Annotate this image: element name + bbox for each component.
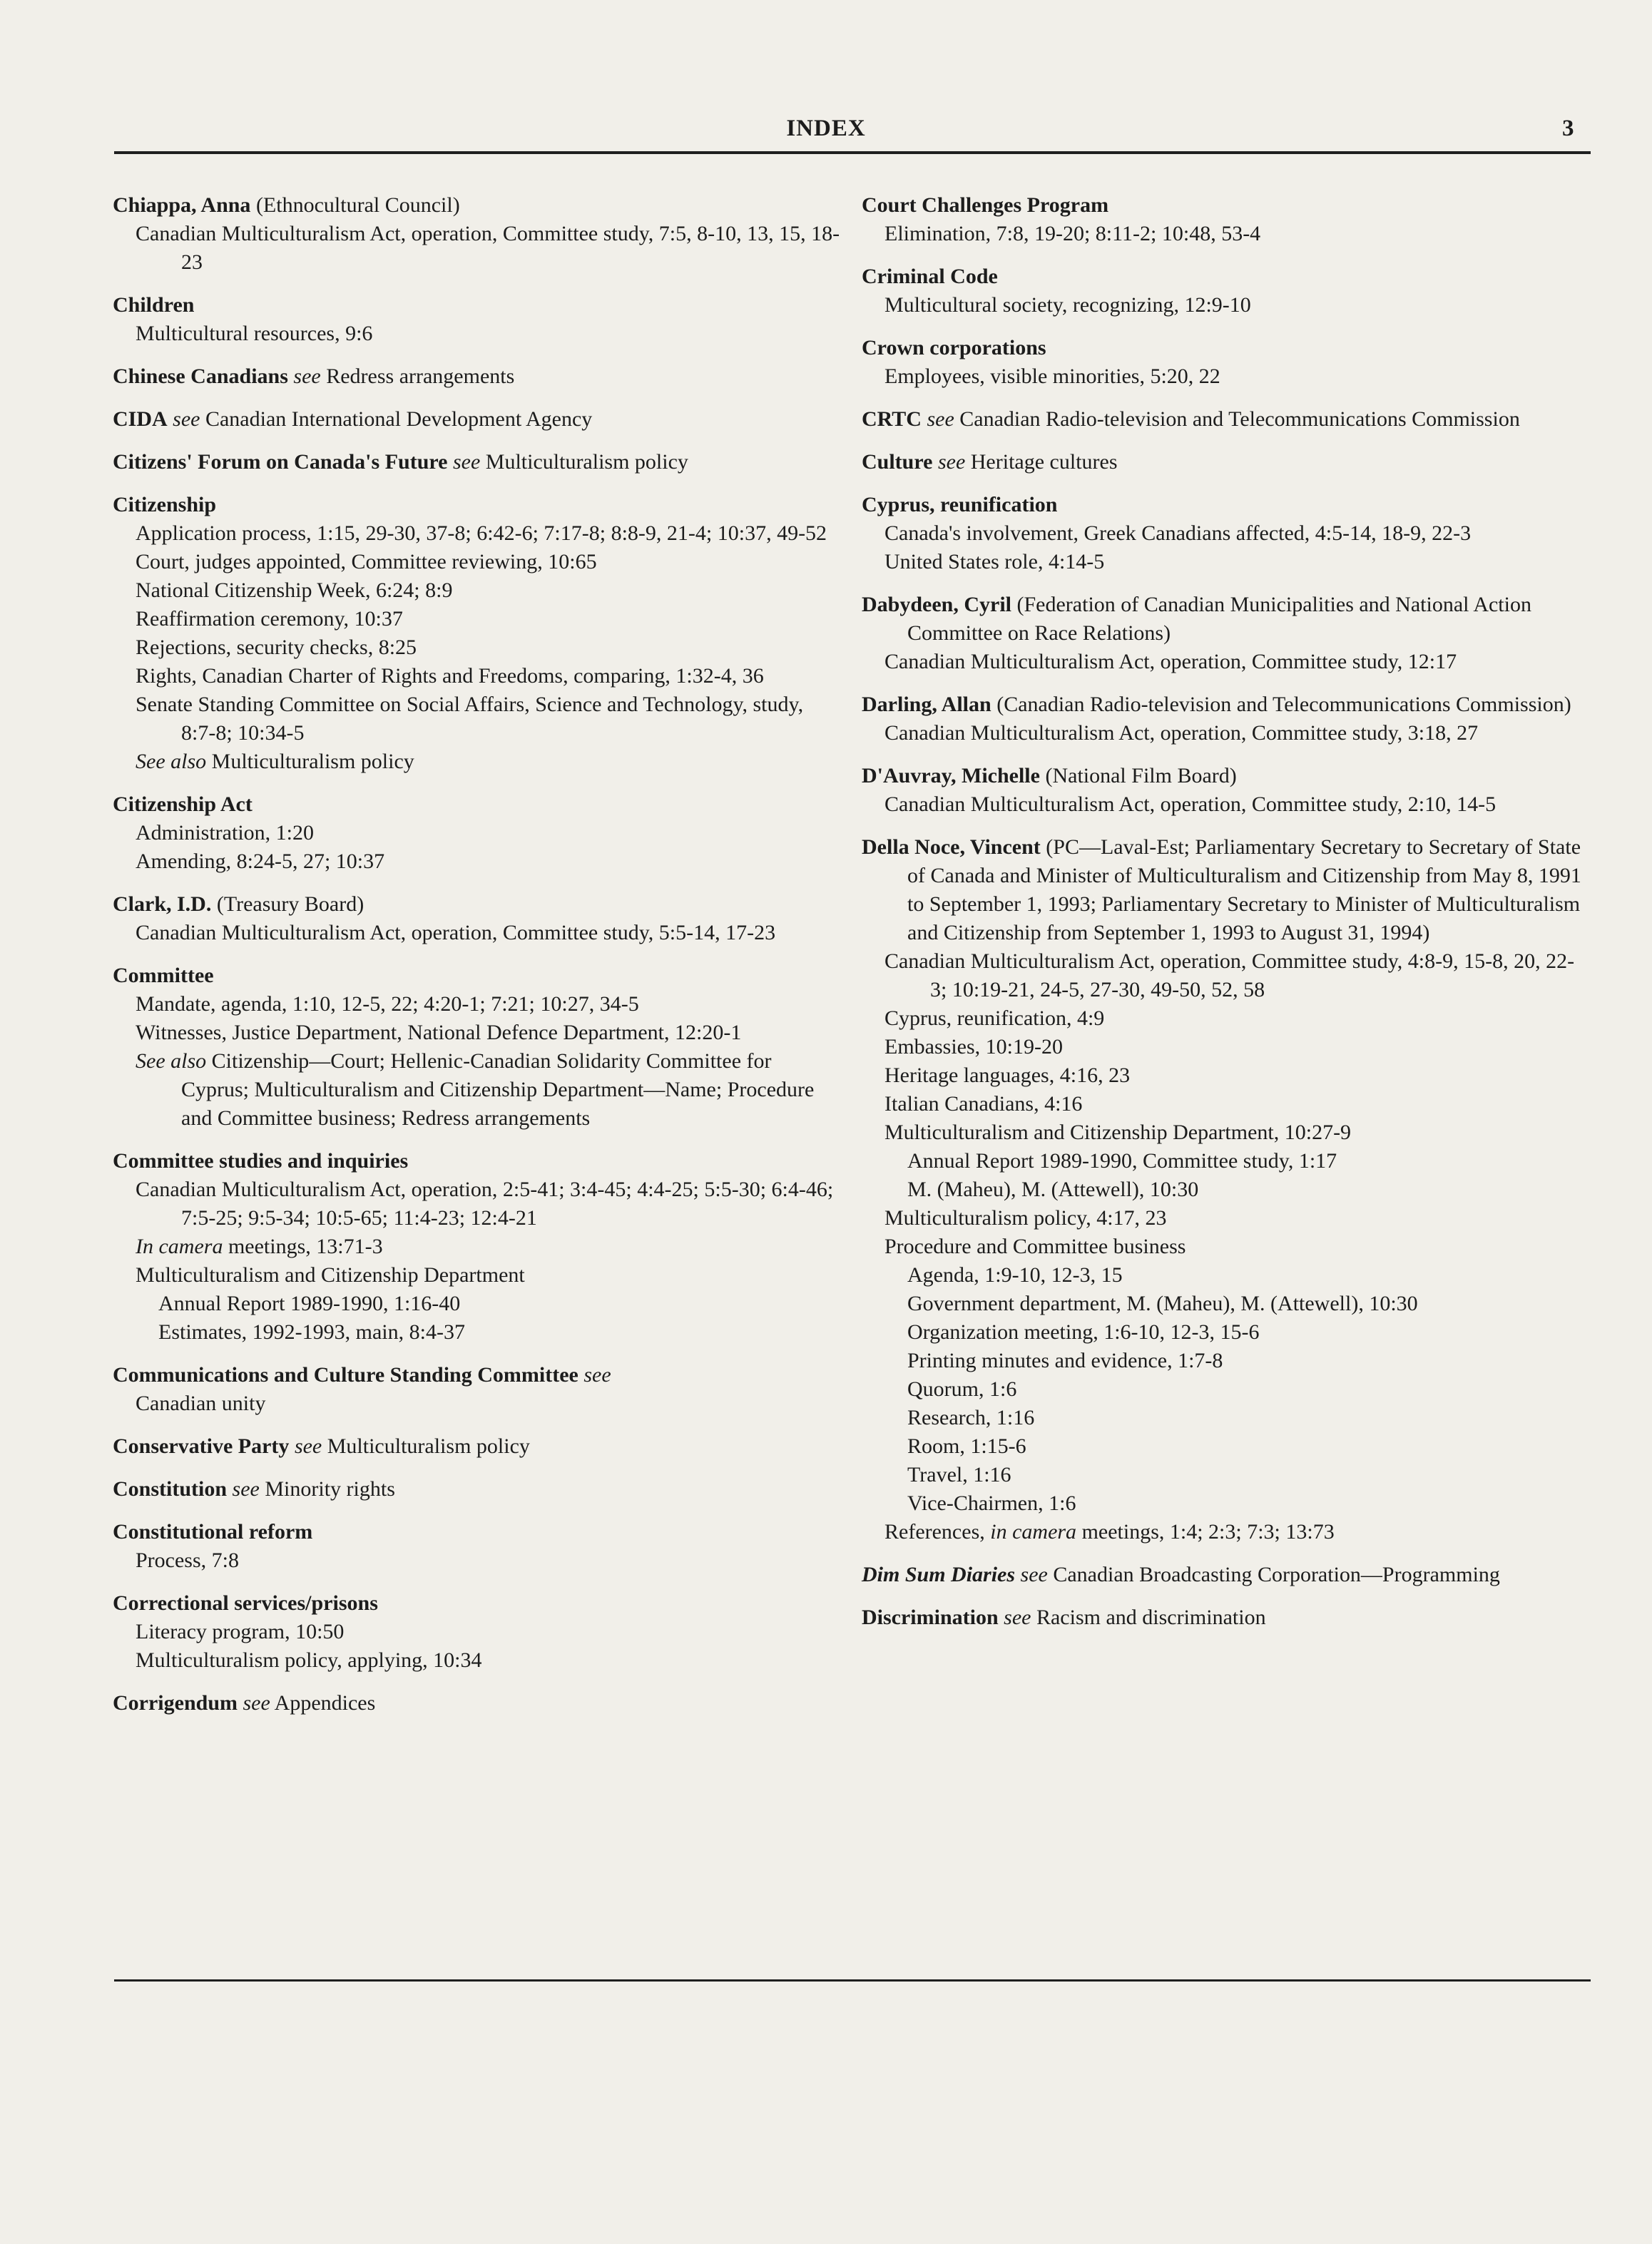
subentry-text: Elimination, 7:8, 19-20; 8:11-2; 10:48, 53-4 [884,222,1261,245]
subentry-text: Amending, 8:24-5, 27; 10:37 [136,850,385,873]
index-subentry [862,548,1586,576]
index-entry [113,962,840,1133]
entry-term: Constitutional reform [113,1520,313,1544]
index-subentry [113,320,840,348]
entry-heading [113,790,840,819]
entry-term: Committee studies and inquiries [113,1149,409,1173]
index-subentry [862,947,1586,1004]
entry-term: Conservative Party [113,1434,290,1458]
index-subentry [862,220,1586,248]
index-column-left [113,191,840,1732]
index-entry [113,890,840,947]
entry-qualifier: Minority rights [259,1477,395,1501]
entry-heading [113,1432,840,1461]
entry-term: Court Challenges Program [862,193,1109,217]
entry-heading [113,291,840,320]
subentry-text: Embassies, 10:19-20 [884,1035,1063,1059]
entry-term: Culture [862,450,933,474]
index-subentry [862,719,1586,748]
index-entry [113,1361,840,1418]
index-subentry [113,576,840,605]
entry-term: Children [113,293,195,317]
subentry-text: Annual Report 1989-1990, 1:16-40 [158,1292,461,1315]
index-entry [862,448,1586,476]
index-entry [113,405,840,434]
subentry-text: Canada's involvement, Greek Canadians affected, 4:5-14, 18-9, 22-3 [884,521,1472,545]
subentry-text: United States role, 4:14-5 [884,550,1105,573]
entry-heading [113,1147,840,1175]
entry-term: Dabydeen, Cyril [862,593,1011,616]
subentry-italic: In camera [136,1235,223,1258]
index-subentry [862,648,1586,676]
subentry-text: Witnesses, Justice Department, National Defence Department, 12:20-1 [136,1021,742,1044]
index-subentry [862,1204,1586,1233]
index-subentry [113,847,840,876]
index-entry [862,1603,1586,1632]
index-subentry [862,1033,1586,1061]
index-subsubentry [862,1461,1586,1489]
entry-term: Correctional services/prisons [113,1591,378,1615]
entry-term: D'Auvray, Michelle [862,764,1040,787]
entry-term: Constitution [113,1477,228,1501]
index-subentry [862,1090,1586,1118]
subentry-text: Multicultural resources, 9:6 [136,322,373,345]
entry-heading [113,1518,840,1546]
entry-term: Cyprus, reunification [862,493,1058,516]
entry-heading [113,191,840,220]
index-subentry [113,1019,840,1047]
subentry-italic: See also [136,1049,207,1073]
index-subentry [862,790,1586,819]
index-subentry [113,519,840,548]
index-subentry [113,633,840,662]
entry-heading [862,690,1586,719]
index-entry [113,448,840,476]
entry-qualifier: Canadian International Development Agency [200,407,593,431]
see-reference: see [287,364,321,388]
index-subentry [113,1389,840,1418]
index-subentry [113,1546,840,1575]
index-subsubentry [113,1290,840,1318]
entry-qualifier: (PC—Laval-Est; Parliamentary Secretary to Secretary of State of Canada and Minister of Multiculturalism and Citizenship from May 8, 1991 to September 1, 1993; Parliamentary Secretary to Minister of Multiculturalism and Citizenship from September 1, 1993 to August 31, 1994) [907,835,1581,944]
subentry-text: Canadian Multiculturalism Act, operation, Committee study, 4:8-9, 15-8, 20, 22-3; 10:19-21, 24-5, 27-30, 49-50, 52, 58 [884,949,1575,1001]
entry-heading [113,962,840,990]
subentry-text: National Citizenship Week, 6:24; 8:9 [136,578,453,602]
entry-term: Chiappa, Anna [113,193,251,217]
subentry-text: Multiculturalism policy [206,750,414,773]
index-entry [862,591,1586,676]
footer-rule [114,1979,1591,1982]
entry-heading [113,448,840,476]
index-subentry [113,819,840,847]
entry-heading [113,491,840,519]
index-entry [862,762,1586,819]
subentry-text: Canadian Multiculturalism Act, operation, Committee study, 3:18, 27 [884,721,1479,745]
see-reference: see [447,450,481,474]
header-rule [114,151,1591,154]
index-subentry [862,1233,1586,1261]
entry-heading [862,833,1586,947]
index-entry [862,405,1586,434]
index-entry [113,491,840,776]
entry-qualifier: Redress arrangements [320,364,515,388]
see-reference: see [932,450,966,474]
subentry-text: Multiculturalism and Citizenship Department, 10:27-9 [884,1121,1352,1144]
entry-heading [862,262,1586,291]
see-reference: see [289,1434,322,1458]
index-subsubentry [862,1261,1586,1290]
entry-heading [862,591,1586,648]
subentry-text: Government department, M. (Maheu), M. (Attewell), 10:30 [907,1292,1418,1315]
see-reference: see [238,1691,270,1715]
index-column-right [862,191,1586,1646]
entry-heading [862,1603,1586,1632]
index-subentry [113,548,840,576]
entry-qualifier: Multiculturalism policy [322,1434,530,1458]
subentry-text: Vice-Chairmen, 1:6 [907,1491,1076,1515]
index-subentry [113,1618,840,1646]
subentry-text: Canadian Multiculturalism Act, operation, Committee study, 12:17 [884,650,1457,673]
index-entry [113,1589,840,1675]
see-reference: see [998,1606,1031,1629]
subentry-text: Process, 7:8 [136,1549,239,1572]
entry-qualifier: Racism and discrimination [1031,1606,1266,1629]
subentry-text: Italian Canadians, 4:16 [884,1092,1083,1116]
subentry-text: Quorum, 1:6 [907,1377,1017,1401]
subentry-text: Court, judges appointed, Committee reviewing, 10:65 [136,550,597,573]
subentry-text: Organization meeting, 1:6-10, 12-3, 15-6 [907,1320,1260,1344]
running-header-title: INDEX [786,116,866,141]
index-subentry [113,990,840,1019]
index-entry [113,790,840,876]
entry-term: Clark, I.D. [113,892,212,916]
see-reference: see [1015,1563,1048,1586]
entry-heading [113,362,840,391]
subentry-text: Printing minutes and evidence, 1:7-8 [907,1349,1223,1372]
subentry-text: Cyprus, reunification, 4:9 [884,1006,1105,1030]
subentry-text: Employees, visible minorities, 5:20, 22 [884,364,1220,388]
index-subsubentry [862,1290,1586,1318]
entry-heading [862,1561,1586,1589]
entry-qualifier: Appendices [270,1691,376,1715]
subentry-text: Estimates, 1992-1993, main, 8:4-37 [158,1320,465,1344]
entry-term: Committee [113,964,214,987]
subentry-text: Canadian Multiculturalism Act, operation, Committee study, 2:10, 14-5 [884,792,1497,816]
entry-heading [113,1361,840,1389]
index-entry [113,291,840,348]
index-subentry [862,1118,1586,1147]
subentry-text: Application process, 1:15, 29-30, 37-8; 6:42-6; 7:17-8; 8:8-9, 21-4; 10:37, 49-52 [136,521,827,545]
subentry-text: Rights, Canadian Charter of Rights and Freedoms, comparing, 1:32-4, 36 [136,664,764,688]
page-number: 3 [1562,116,1574,141]
subentry-text: Multiculturalism and Citizenship Department [136,1263,525,1287]
index-subentry [113,748,840,776]
index-subentry [862,519,1586,548]
subentry-text: Research, 1:16 [907,1406,1035,1429]
subentry-italic: See also [136,750,207,773]
entry-term: Chinese Canadians [113,364,288,388]
entry-heading [862,762,1586,790]
entry-heading [862,334,1586,362]
subentry-text: Administration, 1:20 [136,821,314,845]
entry-qualifier: Canadian Broadcasting Corporation—Programming [1047,1563,1500,1586]
see-reference: see [167,407,200,431]
entry-term: CRTC [862,407,922,431]
entry-heading [113,405,840,434]
entry-heading [113,1475,840,1504]
entry-term: Dim Sum Diaries [862,1563,1016,1586]
index-subsubentry [862,1489,1586,1518]
index-entry [113,191,840,277]
index-subsubentry [862,1175,1586,1204]
subentry-text: Heritage languages, 4:16, 23 [884,1064,1131,1087]
entry-qualifier: (Treasury Board) [211,892,364,916]
subentry-text: Canadian unity [136,1392,266,1415]
entry-qualifier: (Canadian Radio-television and Telecommunications Commission) [991,693,1571,716]
index-subentry [113,1175,840,1233]
index-entry [862,262,1586,320]
subentry-text: meetings, 13:71-3 [223,1235,383,1258]
entry-qualifier: (National Film Board) [1039,764,1237,787]
see-reference: see [921,407,954,431]
subentry-text: Multiculturalism policy, 4:17, 23 [884,1206,1167,1230]
see-reference: see [578,1363,611,1387]
subentry-text: Room, 1:15-6 [907,1434,1026,1458]
subentry-text: Canadian Multiculturalism Act, operation, Committee study, 5:5-14, 17-23 [136,921,776,944]
subentry-text: Literacy program, 10:50 [136,1620,345,1643]
index-subentry [113,1047,840,1133]
entry-term: Citizens' Forum on Canada's Future [113,450,448,474]
index-entry [862,833,1586,1546]
index-subsubentry [862,1432,1586,1461]
index-subentry [113,1646,840,1675]
index-subentry [113,919,840,947]
subentry-text: Multiculturalism policy, applying, 10:34 [136,1648,482,1672]
entry-term: Communications and Culture Standing Committee [113,1363,578,1387]
entry-heading [862,491,1586,519]
subentry-text: Citizenship—Court; Hellenic-Canadian Solidarity Committee for Cyprus; Multiculturalism and Citizenship Department—Name; Procedure and Committee business; Redress arrangements [181,1049,815,1130]
entry-term: Della Noce, Vincent [862,835,1041,859]
entry-term: Crown corporations [862,336,1046,359]
index-subentry [113,220,840,277]
index-entry [862,1561,1586,1589]
index-entry [862,491,1586,576]
index-entry [113,1518,840,1575]
see-reference: see [227,1477,260,1501]
index-subsubentry [113,1318,840,1347]
subentry-text: Senate Standing Committee on Social Affairs, Science and Technology, study, 8:7-8; 10:34-5 [136,693,804,745]
index-subsubentry [862,1404,1586,1432]
entry-heading [113,1689,840,1718]
subentry-text: Mandate, agenda, 1:10, 12-5, 22; 4:20-1; 7:21; 10:27, 34-5 [136,992,639,1016]
index-entry [862,334,1586,391]
index-subsubentry [862,1318,1586,1347]
subentry-text: Annual Report 1989-1990, Committee study, 1:17 [907,1149,1337,1173]
entry-qualifier: (Ethnocultural Council) [250,193,460,217]
index-subentry [113,662,840,690]
subentry-text: meetings, 1:4; 2:3; 7:3; 13:73 [1076,1520,1335,1544]
index-subsubentry [862,1347,1586,1375]
index-entry [113,362,840,391]
entry-heading [862,448,1586,476]
index-entry [113,1147,840,1347]
subentry-text: Agenda, 1:9-10, 12-3, 15 [907,1263,1123,1287]
index-subentry [113,690,840,748]
entry-heading [113,1589,840,1618]
index-subsubentry [862,1147,1586,1175]
subentry-text: Canadian Multiculturalism Act, operation, Committee study, 7:5, 8-10, 13, 15, 18-23 [136,222,840,274]
index-subentry [113,1261,840,1290]
subentry-text: Reaffirmation ceremony, 10:37 [136,607,403,631]
index-subentry [862,291,1586,320]
index-subentry [113,1233,840,1261]
entry-term: Corrigendum [113,1691,238,1715]
entry-heading [862,191,1586,220]
index-entry [862,191,1586,248]
subentry-text: Multicultural society, recognizing, 12:9-10 [884,293,1251,317]
entry-term: Darling, Allan [862,693,991,716]
index-subentry [113,605,840,633]
entry-qualifier: Canadian Radio-television and Telecommunications Commission [954,407,1520,431]
index-entry [113,1689,840,1718]
subentry-text: References, [884,1520,991,1544]
entry-term: Citizenship Act [113,792,253,816]
subentry-text: M. (Maheu), M. (Attewell), 10:30 [907,1178,1199,1201]
entry-term: Discrimination [862,1606,999,1629]
entry-qualifier: Multiculturalism policy [480,450,688,474]
index-subentry [862,1061,1586,1090]
entry-qualifier: (Federation of Canadian Municipalities and National Action Committee on Race Relations) [907,593,1531,645]
index-subentry [862,362,1586,391]
entry-qualifier: Heritage cultures [965,450,1118,474]
entry-heading [862,405,1586,434]
index-entry [862,690,1586,748]
index-subsubentry [862,1375,1586,1404]
entry-term: Citizenship [113,493,217,516]
subentry-text: Rejections, security checks, 8:25 [136,636,417,659]
entry-heading [113,890,840,919]
subentry-text: Travel, 1:16 [907,1463,1011,1486]
index-entry [113,1432,840,1461]
subentry-text: Procedure and Committee business [884,1235,1186,1258]
index-entry [113,1475,840,1504]
subentry-text: Canadian Multiculturalism Act, operation, 2:5-41; 3:4-45; 4:4-25; 5:5-30; 6:4-46; 7:5-25; 9:5-34; 10:5-65; 11:4-23; 12:4-21 [136,1178,834,1230]
index-subentry [862,1004,1586,1033]
index-subentry [862,1518,1586,1546]
entry-term: Criminal Code [862,265,998,288]
subentry-italic: in camera [990,1520,1077,1544]
entry-term: CIDA [113,407,168,431]
